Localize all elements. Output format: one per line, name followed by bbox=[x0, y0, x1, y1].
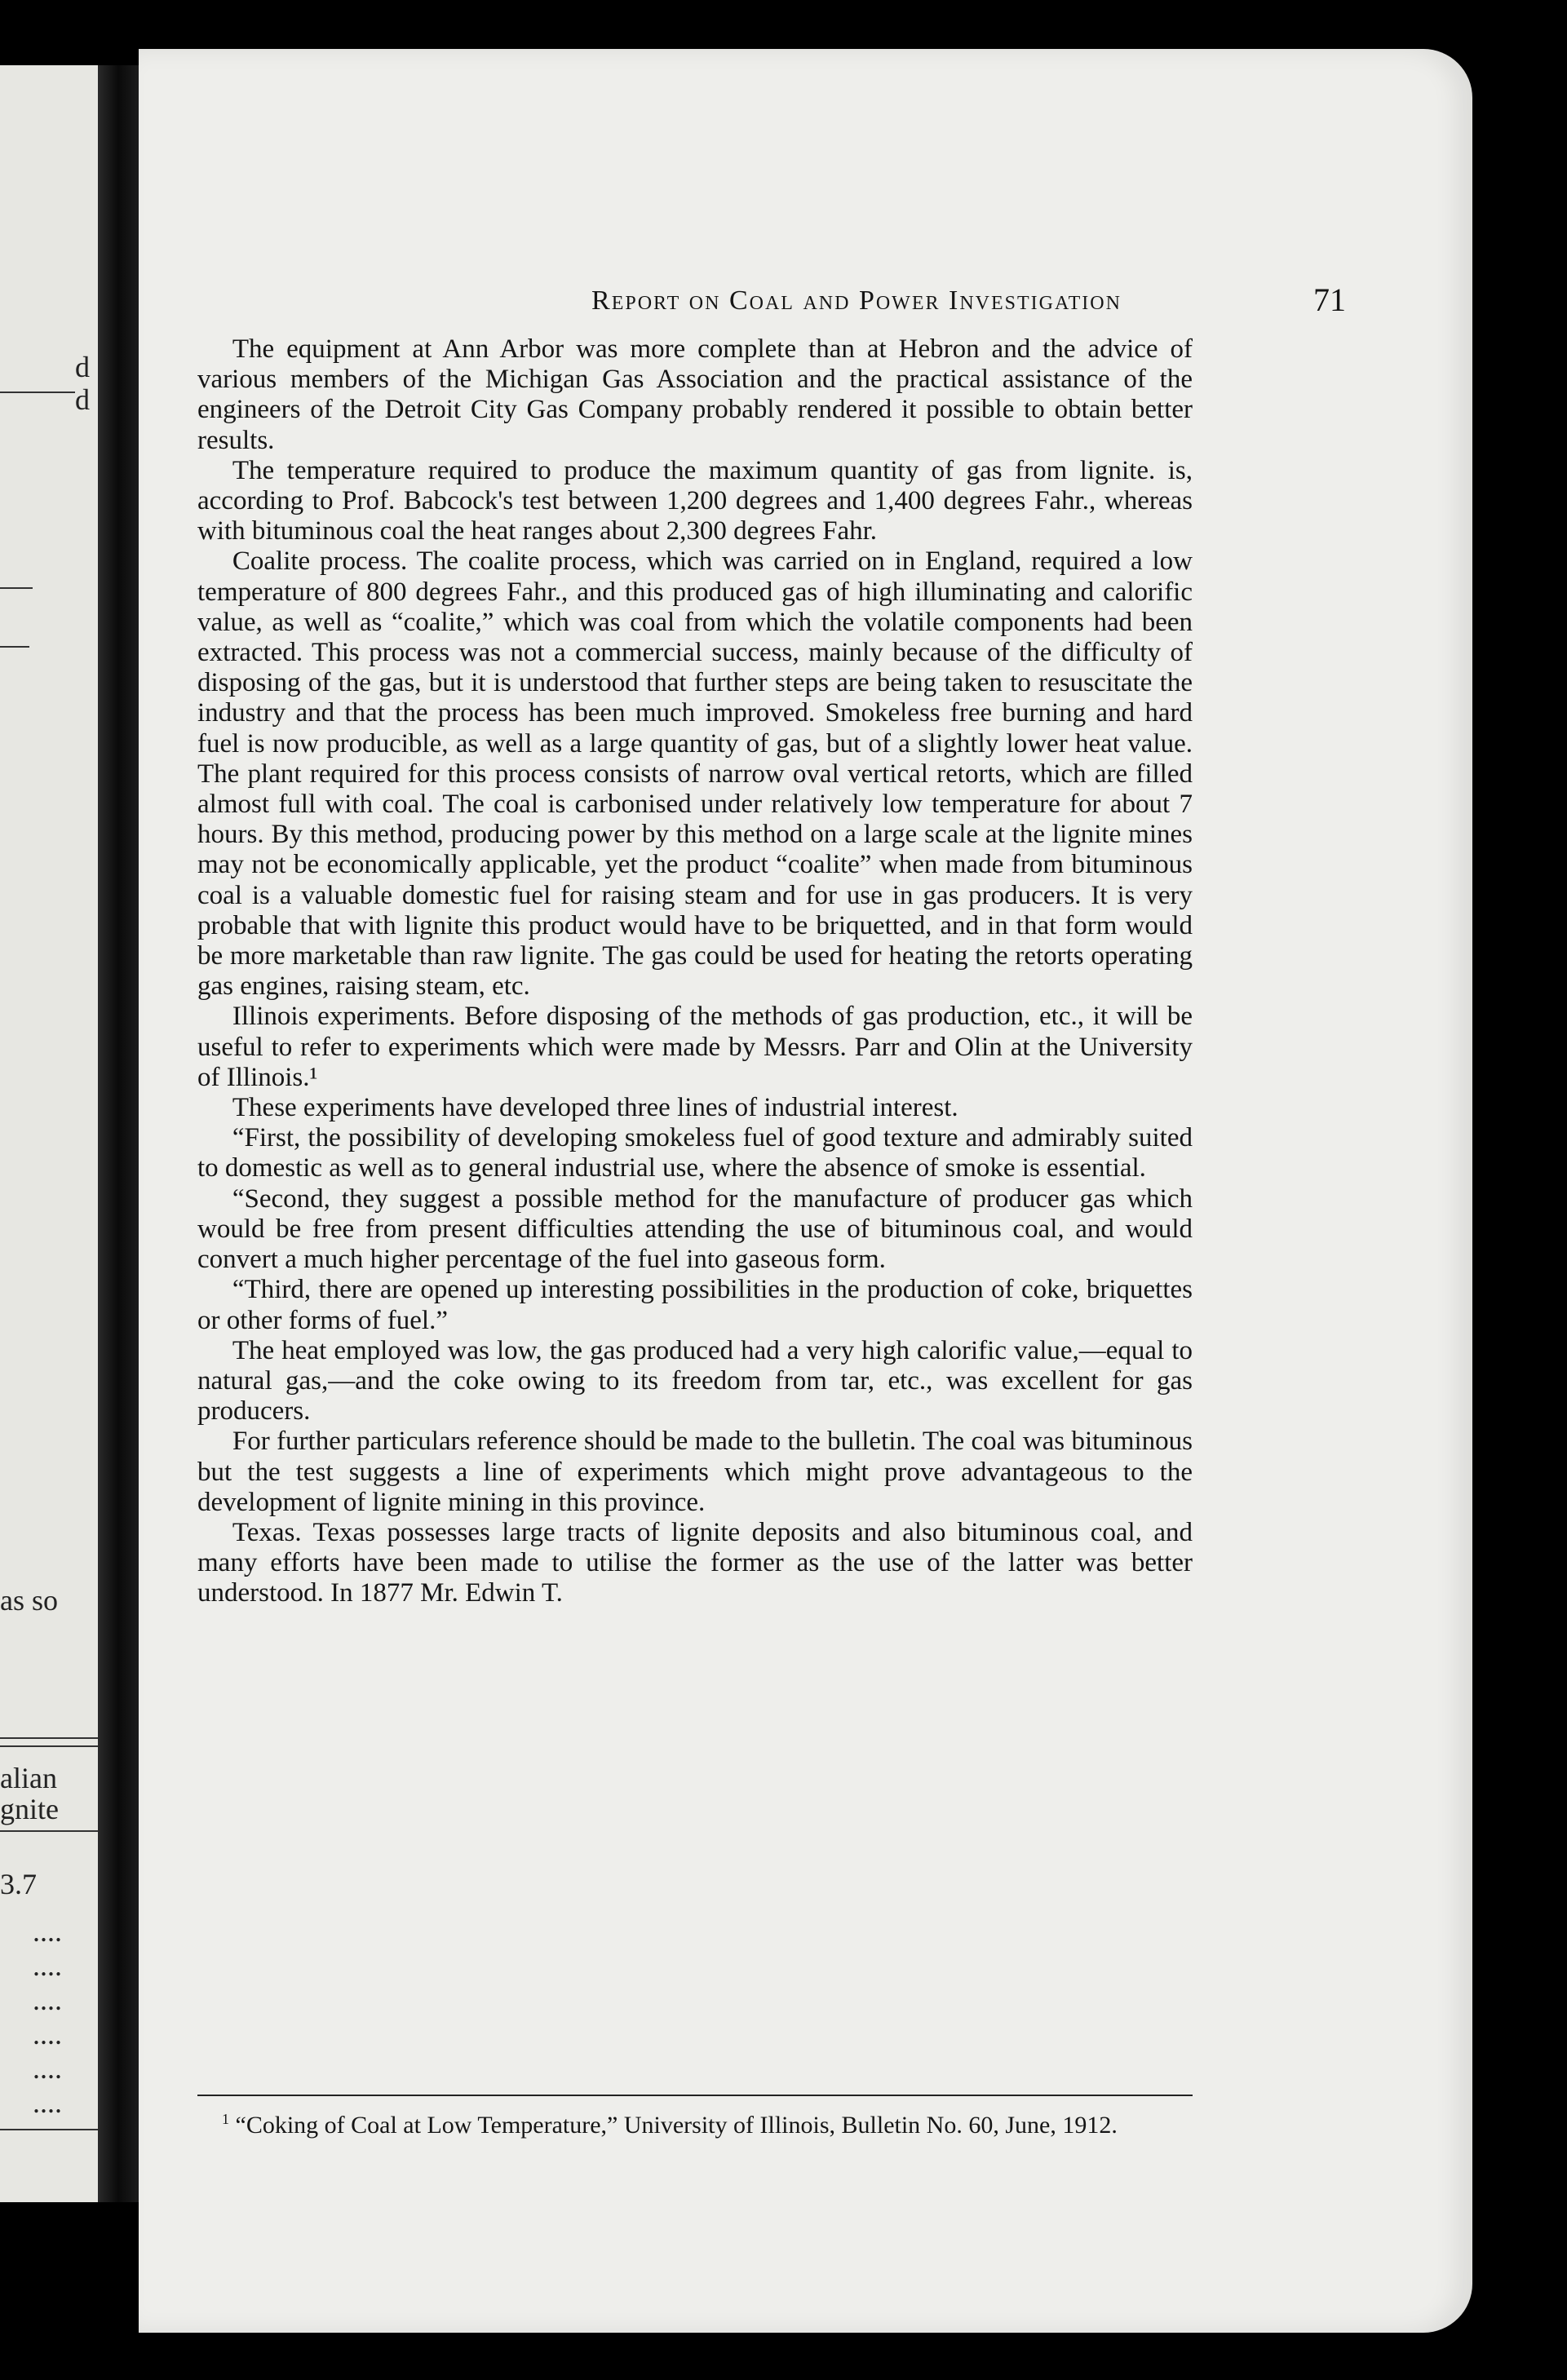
facing-page-fragment: gnite bbox=[0, 1793, 59, 1825]
facing-page-rule bbox=[0, 1830, 98, 1832]
facing-page-fragment: .... bbox=[33, 2018, 62, 2050]
paragraph: These experiments have developed three lines of industrial interest. bbox=[232, 1093, 958, 1123]
facing-page-fragment: d bbox=[75, 351, 90, 383]
facing-page-fragment: as so bbox=[0, 1584, 58, 1617]
running-head: Report on Coal and Power Investigation bbox=[591, 285, 1122, 316]
paragraph: Texas. Texas possesses large tracts of lignite deposits and also bituminous coal, and many efforts have been made to utilise the former as the use of the latter was better understood. In 1877 Mr. Edwin T. bbox=[197, 1517, 1193, 1608]
facing-page-rule bbox=[0, 1737, 98, 1739]
paragraph: Coalite process. The coalite process, which was carried on in England, required a low temperature of 800 degrees Fahr., and this produced gas of high illuminating and calorific value, as well as “coalite,” which was coal from which the volatile components had been extracted. This process was not a commercial success, mainly because of the difficulty of disposing of the gas, but it is understood that further steps are being taken to resuscitate the industry and that the process has been much improved. Smokeless free burning and hard fuel is now producible, as well as a large quantity of gas, but of a slightly lower heat value. The plant required for this process consists of narrow oval vertical retorts, which are filled almost full with coal. The coal is carbonised under relatively low temperature for about 7 hours. By this method, producing power by this method on a large scale at the lignite mines may not be economically applicable, yet the product “coalite” when made from bituminous coal is a valuable domestic fuel for raising steam and for use in gas producers. It is very probable that with lignite this product would have to be briquetted, and in that form would be more marketable than raw lignite. The gas could be used for heating the retorts operating gas engines, raising steam, etc. bbox=[197, 546, 1193, 1002]
footnote-rule bbox=[197, 2095, 1193, 2096]
facing-page-rule bbox=[0, 392, 75, 393]
footnote-marker: 1 bbox=[222, 2111, 229, 2127]
paragraph: “Second, they suggest a possible method for the manufacture of producer gas which would be free from present difficulties attending the use of bituminous coal, and would convert a much higher percentage of the fuel into gaseous form. bbox=[197, 1183, 1193, 1275]
facing-page-rule bbox=[0, 1745, 98, 1747]
document-page bbox=[139, 49, 1472, 2333]
page-number: 71 bbox=[1313, 281, 1346, 318]
facing-page-fragment: .... bbox=[33, 1949, 62, 1982]
facing-page-fragment: .... bbox=[33, 1915, 62, 1948]
book-spine bbox=[98, 65, 139, 2202]
facing-page-fragment: 3.7 bbox=[0, 1868, 37, 1900]
paragraph: The equipment at Ann Arbor was more complete than at Hebron and the advice of various members of the Michigan Gas Association and the practical assistance of the engineers of the Detroit City Gas Company probably rendered it possible to obtain better results. bbox=[197, 334, 1193, 455]
footnote bbox=[197, 2106, 1193, 2139]
footnote-text: “Coking of Coal at Low Temperature,” University of Illinois, Bulletin No. 60, June, 1912. bbox=[235, 2112, 1118, 2139]
facing-page-fragment: .... bbox=[33, 2086, 62, 2119]
paragraph: “Third, there are opened up interesting possibilities in the production of coke, briquettes or other forms of fuel.” bbox=[197, 1275, 1193, 1335]
paragraph: The temperature required to produce the maximum quantity of gas from lignite. is, according to Prof. Babcock's test between 1,200 degrees and 1,400 degrees Fahr., whereas with bituminous coal the heat ranges about 2,300 degrees Fahr. bbox=[197, 455, 1193, 546]
facing-page-fragment: .... bbox=[33, 2052, 62, 2085]
paragraph: The heat employed was low, the gas produced had a very high calorific value,—equal to natural gas,—and the coke owing to its freedom from tar, etc., was excellent for gas producers. bbox=[197, 1335, 1193, 1427]
body-text bbox=[197, 334, 1193, 1609]
paragraph: For further particulars reference should be made to the bulletin. The coal was bituminous but the test suggests a line of experiments which might prove advantageous to the development of lignite mining in this province. bbox=[197, 1427, 1193, 1517]
facing-page-rule bbox=[0, 2129, 98, 2130]
facing-page-fragment: alian bbox=[0, 1762, 57, 1794]
facing-page-fragment: .... bbox=[33, 1984, 62, 2016]
facing-page-rule bbox=[0, 587, 33, 589]
facing-page-fragment: d bbox=[75, 383, 90, 416]
paragraph: “First, the possibility of developing smokeless fuel of good texture and admirably suited to domestic as well as to general industrial use, where the absence of smoke is essential. bbox=[197, 1123, 1193, 1183]
facing-page-edge bbox=[0, 65, 98, 2202]
facing-page-rule bbox=[0, 646, 29, 648]
paragraph: Illinois experiments. Before disposing of the methods of gas production, etc., it will be useful to refer to experiments which were made by Messrs. Parr and Olin at the University of Illinois.¹ bbox=[197, 1002, 1193, 1092]
